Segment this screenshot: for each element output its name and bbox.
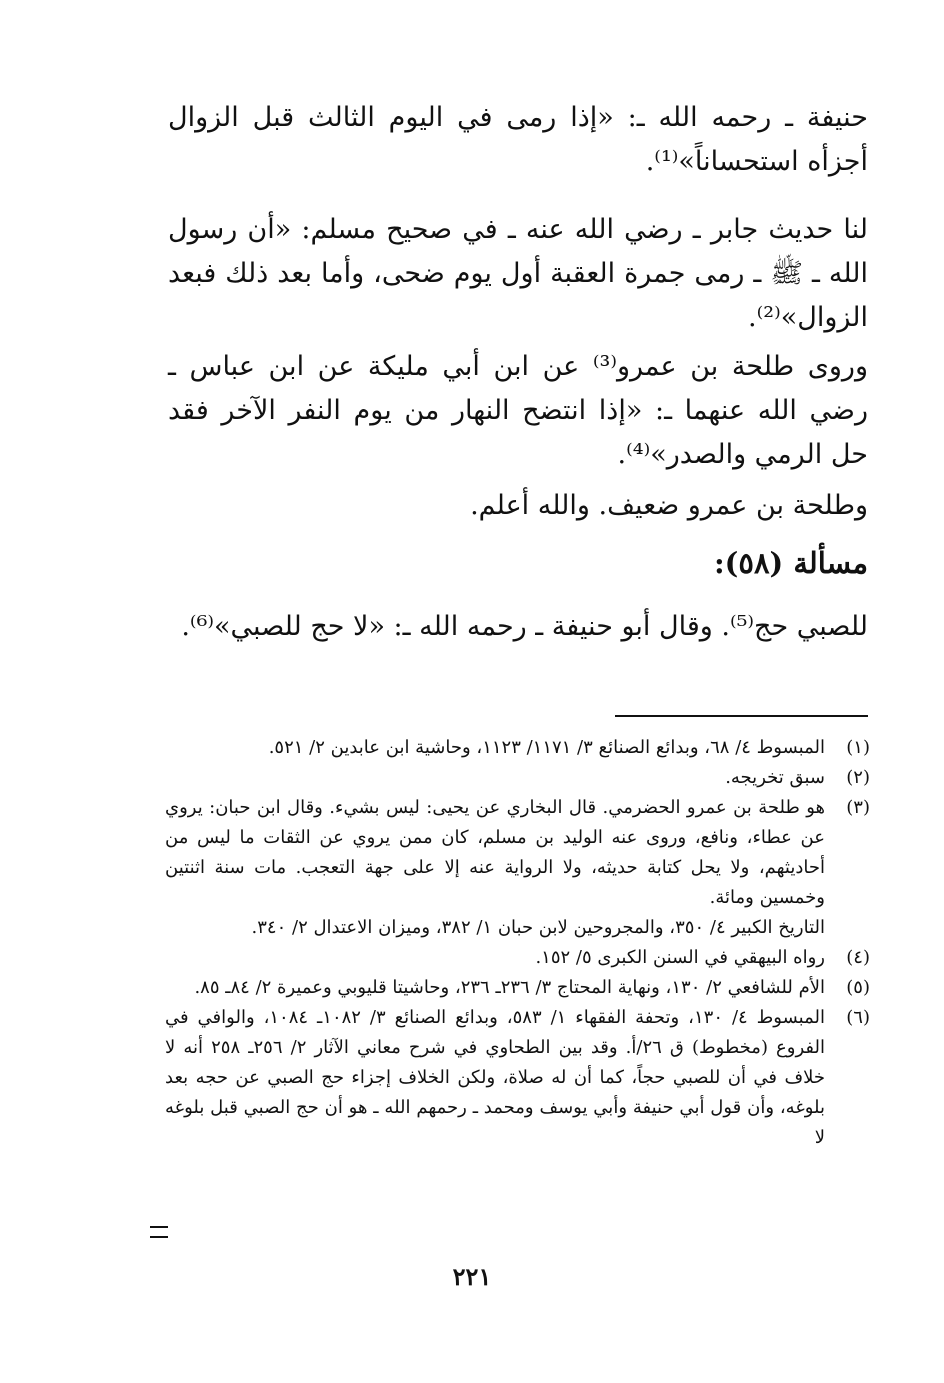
footnote-1 (165, 733, 870, 763)
footnote-5 (165, 973, 870, 1003)
footnote-3 (165, 793, 870, 913)
footnote-text: رواه البيهقي في السنن الكبرى ٥/ ١٥٢. (535, 947, 825, 968)
footnote-number: (٢) (846, 767, 870, 788)
footnote-4 (165, 943, 870, 973)
continuation-mark (150, 1226, 168, 1238)
paragraph-1: حنيفة ـ رحمه الله ـ: «إذا رمى في اليوم الثالث قبل الزوال أجزأه استحساناً»⁽¹⁾. (168, 102, 868, 177)
footnote-2 (165, 763, 870, 793)
footnote-number: (١) (846, 737, 870, 758)
footnote-text: سبق تخريجه. (725, 767, 825, 788)
page-number: ٢٢١ (452, 1262, 492, 1291)
footnote-text: المبسوط ٤/ ٦٨، وبدائع الصنائع ٣/ ١١٧١/ ١١٢٣، وحاشية ابن عابدين ٢/ ٥٢١. (268, 737, 825, 758)
paragraph-3: وروى طلحة بن عمرو⁽³⁾ عن ابن أبي مليكة عن ابن عباس ـ رضي الله عنهما ـ: «إذا انتضح النهار من يوم النفر الآخر فقد حل الرمي والصدر»⁽⁴⁾. (168, 351, 868, 470)
paragraph-5: للصبي حج⁽⁵⁾. وقال أبو حنيفة ـ رحمه الله ـ: «لا حج للصبي»⁽⁶⁾. (181, 611, 868, 642)
footnote-separator (615, 715, 868, 717)
issue-heading: مسألة (٥٨): (713, 546, 868, 580)
footnote-number: (٣) (846, 797, 870, 818)
footnote-text: المبسوط ٤/ ١٣٠، وتحفة الفقهاء ١/ ٥٨٣، وبدائع الصنائع ٣/ ١٠٨٢ـ ١٠٨٤، والوافي في الفروع (مخطوط) ق ٢٦/أ. وقد بين الطحاوي في شرح معاني الآثار ٢/ ٢٥٦ـ ٢٥٨ أنه لا خلاف في أن للصبي حجاً، كما أن له صلاة، ولكن الخلاف إجزاء حج الصبي عن حجه بعد بلوغه، وأن قول أبي حنيفة وأبي يوسف ومحمد ـ رحمهم الله ـ هو أن حج الصبي قبل بلوغه لا (165, 1007, 826, 1148)
paragraph-2: لنا حديث جابر ـ رضي الله عنه ـ في صحيح مسلم: «أن رسول الله ـ ﷺ ـ رمى جمرة العقبة أول يوم ضحى، وأما بعد ذلك فبعد الزوال»⁽²⁾. (168, 214, 868, 333)
footnote-number: (٦) (846, 1007, 870, 1028)
footnote-text: الأم للشافعي ٢/ ١٣٠، ونهاية المحتاج ٣/ ٢٣٦ـ ٢٣٦، وحاشيتا قليوبي وعميرة ٢/ ٨٤ـ ٨٥. (194, 977, 825, 998)
footnote-3-sources: التاريخ الكبير ٤/ ٣٥٠، والمجروحين لابن حبان ١/ ٣٨٢، وميزان الاعتدال ٢/ ٣٤٠. (251, 917, 825, 938)
footnote-number: (٤) (846, 947, 870, 968)
footnote-number: (٥) (846, 977, 870, 998)
footnotes (165, 733, 870, 1153)
footnote-6 (165, 1003, 870, 1153)
paragraph-4: وطلحة بن عمرو ضعيف. والله أعلم. (470, 490, 868, 521)
footnote-text: هو طلحة بن عمرو الحضرمي. قال البخاري عن يحيى: ليس بشيء. وقال ابن حبان: يروي عن عطاء، ونافع، وروى عنه الوليد بن مسلم، كان ممن يروي عن الثقات ما ليس من أحاديثهم، ولا يحل كتابة حديثه، ولا الرواية عنه إلا على جهة التعجب. مات سنة اثنتين وخمسين ومائة. (165, 797, 825, 908)
